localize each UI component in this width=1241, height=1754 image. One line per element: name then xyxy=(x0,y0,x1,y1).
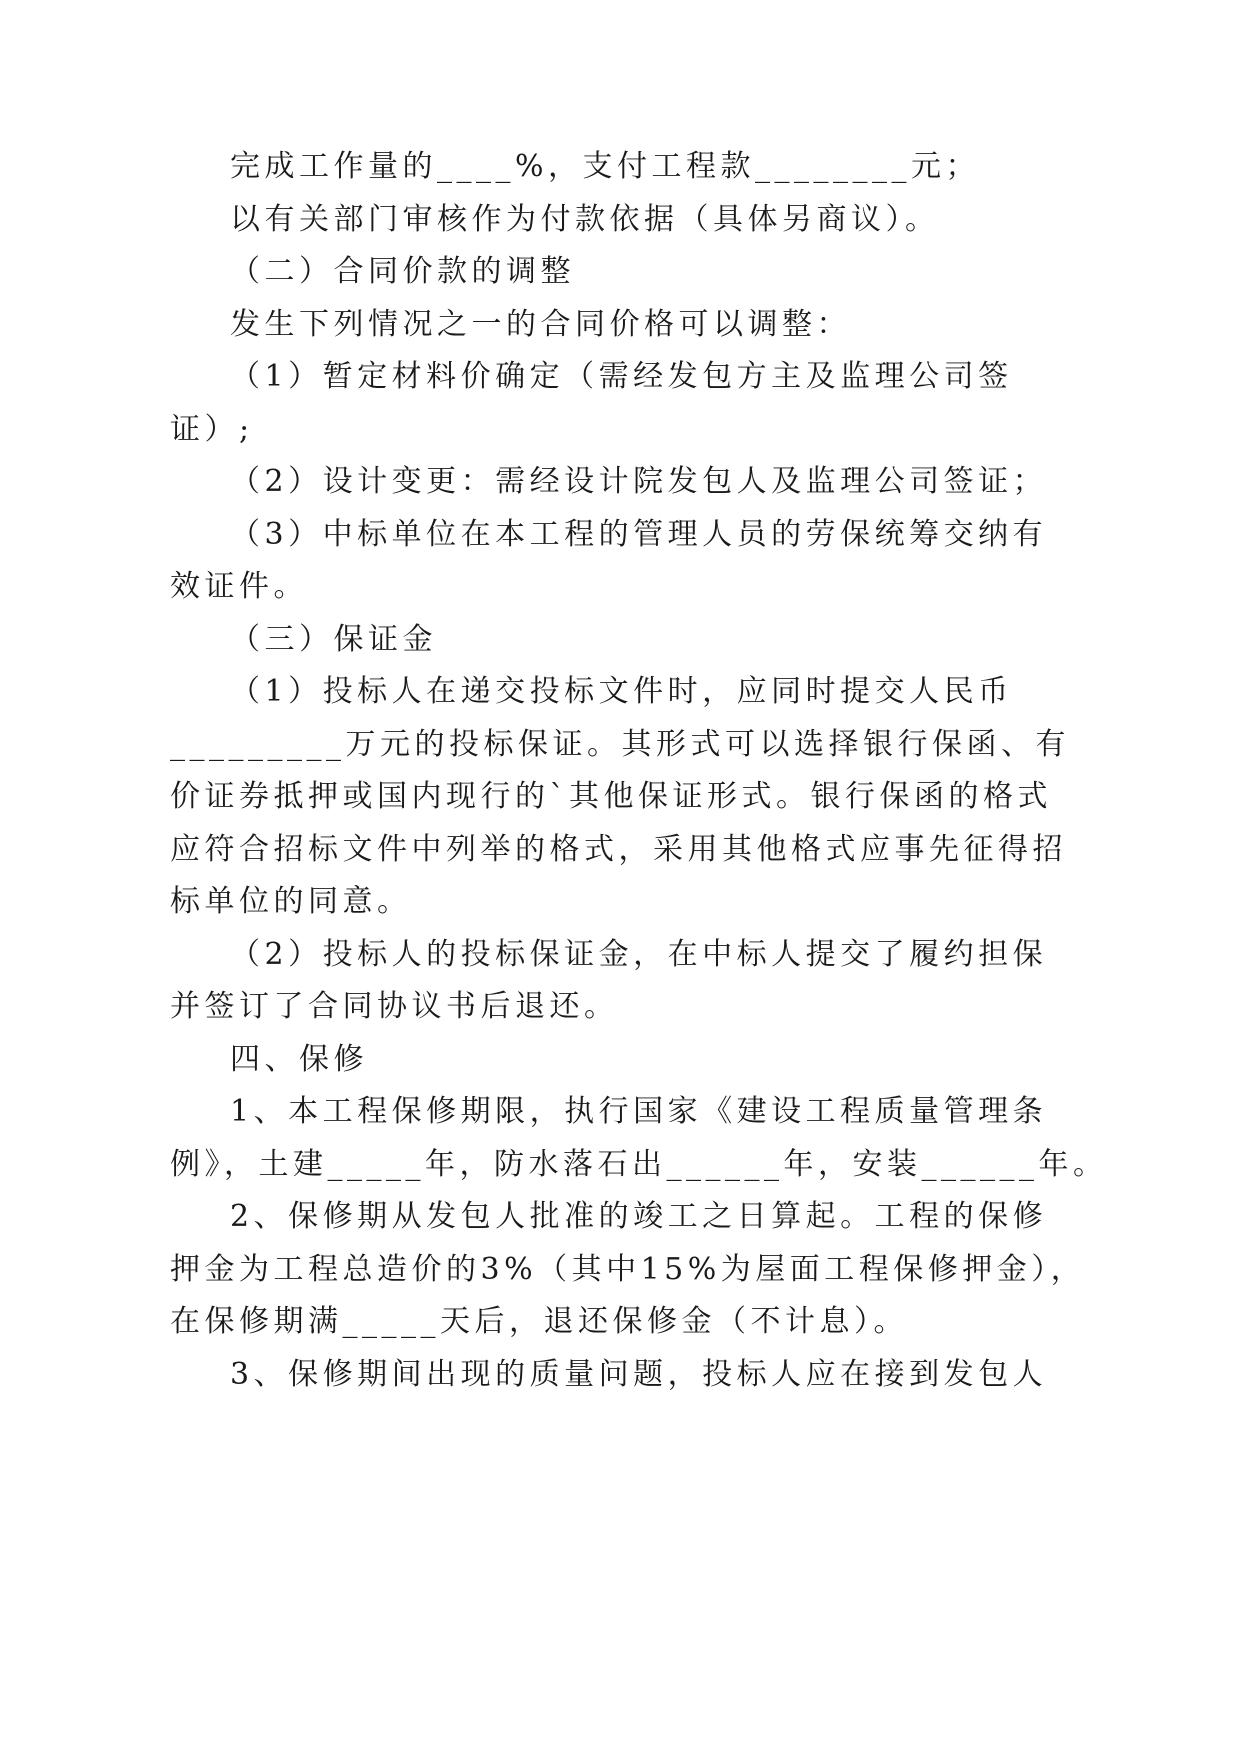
text-line-1: 完成工作量的____%，支付工程款________元； xyxy=(230,149,981,184)
text-line-17: 并签订了合同协议书后退还。 xyxy=(170,989,619,1024)
section-heading-guarantee-deposit: （三）保证金 xyxy=(230,622,437,657)
text-line-11: （1）投标人在递交投标文件时，应同时提交人民币 xyxy=(230,674,1013,709)
text-line-6: 证）; xyxy=(170,412,254,447)
text-line-22: 押金为工程总造价的3%（其中15%为屋面工程保修押金）， xyxy=(170,1252,1086,1287)
text-line-9: 效证件。 xyxy=(170,569,308,604)
section-heading-contract-price-adjustment: （二）合同价款的调整 xyxy=(230,254,575,289)
text-line-19: 1、本工程保修期限，执行国家《建设工程质量管理条 xyxy=(230,1094,1048,1129)
text-line-13: 价证券抵押或国内现行的`其他保证形式。银行保函的格式 xyxy=(170,779,1052,814)
text-line-12: _________万元的投标保证。其形式可以选择银行保函、有 xyxy=(170,727,1070,762)
section-heading-warranty: 四、保修 xyxy=(230,1042,368,1077)
text-line-7: （2）设计变更：需经设计院发包人及监理公司签证； xyxy=(230,464,1048,499)
text-line-20: 例》，土建_____年，防水落石出______年，安装______年。 xyxy=(170,1147,1108,1182)
text-line-15: 标单位的同意。 xyxy=(170,884,412,919)
text-line-5: （1）暂定材料价确定（需经发包方主及监理公司签 xyxy=(230,359,1013,394)
text-line-2: 以有关部门审核作为付款依据（具体另商议）。 xyxy=(230,202,940,237)
text-line-4: 发生下列情况之一的合同价格可以调整： xyxy=(230,307,851,342)
text-line-16: （2）投标人的投标保证金，在中标人提交了履约担保 xyxy=(230,937,1048,972)
text-line-8: （3）中标单位在本工程的管理人员的劳保统筹交纳有 xyxy=(230,517,1048,552)
text-line-23: 在保修期满_____天后，退还保修金（不计息）。 xyxy=(170,1304,908,1339)
text-line-24: 3、保修期间出现的质量问题，投标人应在接到发包人 xyxy=(230,1357,1048,1392)
text-line-21: 2、保修期从发包人批准的竣工之日算起。工程的保修 xyxy=(230,1199,1048,1234)
text-line-14: 应符合招标文件中列举的格式，采用其他格式应事先征得招 xyxy=(170,832,1067,867)
